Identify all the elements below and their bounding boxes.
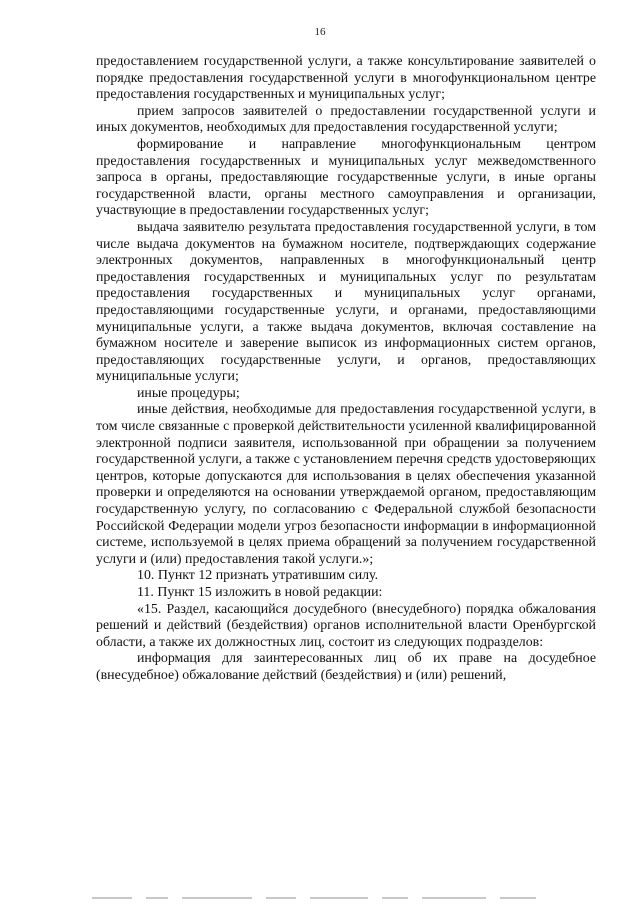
paragraph-4: выдача заявителю результата предоставления государственной услуги, в том числе выдача документов на бумажном носителе, подтверждающих содержание электронных документов, направленных в многофункциональный центр предоставления государственных и муниципальных услуг по результатам предоставления государственных и муниципальных услуг органами, предоставляющими государственные услуги, и органами, предоставляющими муниципальные услуги, а также выдача документов, включая составление на бумажном носителе и заверение выписок из информационных систем органов, предоставляющих государственные услуги, и органов, предоставляющих муниципальные услуги; (96, 219, 596, 385)
paragraph-1: предоставлением государственной услуги, а также консультирование заявителей о порядке предоставления государственной услуги в многофункциональном центре предоставления государственных и муниципальных услуг; (96, 54, 596, 103)
paragraph-9: «15. Раздел, касающийся досудебного (внесудебного) порядка обжалования решений и действий (бездействия) органов исполнительной власти Оренбургской области, а также их должностных лиц, состоит из следующих подразделов: (96, 601, 596, 650)
paragraph-2: прием запросов заявителей о предоставлении государственной услуги и иных документов, необходимых для предоставления государственной услуги; (96, 103, 596, 136)
scan-cut-line (92, 897, 602, 905)
paragraph-8: 11. Пункт 15 изложить в новой редакции: (137, 585, 383, 600)
paragraph-10: информация для заинтересованных лиц об их праве на досудебное (внесудебное) обжалование действий (бездействия) и (или) решений, (96, 651, 596, 683)
paragraph-3: формирование и направление многофункциональным центром предоставления государственных и муниципальных услуг межведомственного запроса в органы, предоставляющие государственные услуги, в иные органы государственной власти, органы местного самоуправления и организации, участвующие в предоставлении государственных услуг; (96, 136, 596, 219)
paragraph-6: иные действия, необходимые для предоставления государственной услуги, в том числе связанные с проверкой действительности усиленной квалифицированной электронной подписи заявителя, использованной при обращении за получением государственной услуги, а также с установлением перечня средств удостоверяющих центров, которые допускаются для использования в целях обеспечения указанной проверки и определяются на основании утверждаемой органом, предоставляющим государственную услугу, по согласованию с Федеральной службой безопасности Российской Федерации модели угроз безопасности информации в информационной системе, используемой в целях приема обращений за получением государственной услуги и (или) предоставления такой услуги.»; (96, 402, 596, 567)
paragraph-7: 10. Пункт 12 признать утратившим силу. (137, 568, 379, 584)
document-body (96, 54, 596, 685)
page-number: 16 (314, 26, 326, 38)
paragraph-5: иные процедуры; (137, 385, 240, 401)
